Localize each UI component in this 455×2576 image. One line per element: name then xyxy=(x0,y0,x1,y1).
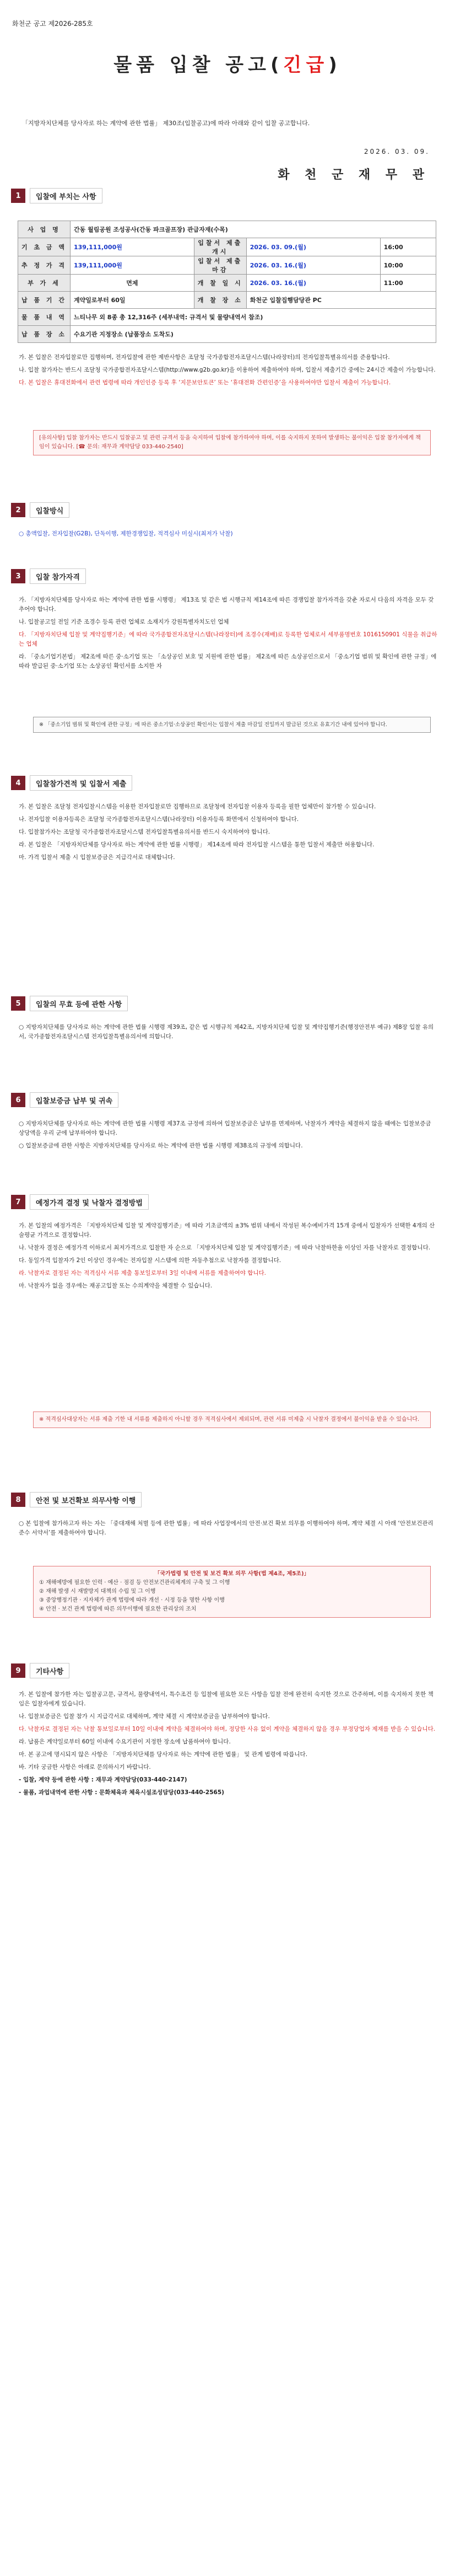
paragraph: 가. 본 입찰에 참가한 자는 입찰공고문, 규격서, 물량내역서, 특수조건 등 입찰에 필요한 모든 사항을 입찰 전에 완전히 숙지한 것으로 간주하며, 이를 숙지하지 못한 책임은 입찰자에게 있습니다. xyxy=(19,1691,434,1707)
table-cell: 느티나무 외 8종 총 12,316주 (세부내역: 규격서 및 물량내역서 참조) xyxy=(71,309,436,326)
title-urgent: 긴급 xyxy=(283,54,329,76)
section-1-header xyxy=(11,185,102,207)
section-title: 입찰방식 xyxy=(30,502,69,518)
table-header: 부 가 세 xyxy=(18,275,71,292)
section-number: 2 xyxy=(11,503,25,517)
paragraph: 라. 「중소기업기본법」 제2조에 따른 중·소기업 또는 「소상공인 보호 및 지원에 관한 법률」 제2조에 따른 소상공인으로서 「중소기업 범위 및 확인에 관한 규정」에 따라 발급된 중·소기업 또는 소상공인 확인서를 소지한 자 xyxy=(19,653,437,669)
table-header: 물 품 내 역 xyxy=(18,309,71,326)
section-7-header xyxy=(11,1191,149,1213)
issuing-org: 화 천 군 재 무 관 xyxy=(278,168,430,182)
table-cell: 2026. 03. 16.(월) xyxy=(246,275,380,292)
list-item: ② 재해 발생 시 재발방지 대책의 수립 및 그 이행 xyxy=(39,1588,156,1595)
table-header: 입찰서 제출 개시 xyxy=(194,238,246,256)
section-number: 3 xyxy=(11,569,25,583)
safety-obligation-box xyxy=(33,1566,431,1618)
paragraph: ○ 지방자치단체를 당사자로 하는 계약에 관한 법률 시행령 제39조, 같은 법 시행규칙 제42조, 지방자치단체 입찰 및 계약집행기준(행정안전부 예규) 제8장 입찰 유의서, 국가종합전자조달시스템 전자입찰특별유의서에 의합니다. xyxy=(19,1024,434,1040)
section-3-body xyxy=(19,595,437,674)
paragraph: ○ 입찰보증금에 관한 사항은 지방자치단체를 당사자로 하는 계약에 관한 법률 시행령 제38조의 규정에 의합니다. xyxy=(19,1142,303,1149)
section-9-body xyxy=(19,1690,437,1801)
bid-info-table xyxy=(18,221,436,343)
table-header: 입찰서 제출 마감 xyxy=(194,256,246,275)
paragraph: ○ 지방자치단체를 당사자로 하는 계약에 관한 법률 시행령 제37조 규정에 의하여 입찰보증금은 납부를 면제하며, 낙찰자가 계약을 체결하지 않을 때에는 입찰보증금 상당액을 우리 군에 납부하여야 합니다. xyxy=(19,1120,431,1136)
paragraph: 나. 입찰공고일 전일 기준 조경수 등록 관련 업체로 소재지가 강원특별자치도인 업체 xyxy=(19,619,229,625)
section-5-header xyxy=(11,992,128,1015)
qualification-note: ※ 「중소기업 범위 및 확인에 관한 규정」에 따른 중소기업·소상공인 확인서는 입찰서 제출 마감일 전일까지 발급된 것으로 유효기간 내에 있어야 합니다. xyxy=(33,717,431,733)
section-number: 4 xyxy=(11,776,25,790)
paragraph: 마. 본 공고에 명시되지 않은 사항은 「지방자치단체를 당사자로 하는 계약에 관한 법률」 및 관계 법령에 따릅니다. xyxy=(19,1751,308,1758)
list-item: ① 재해예방에 필요한 인력 · 예산 · 점검 등 안전보건관리체계의 구축 및 그 이행 xyxy=(39,1580,230,1586)
section-number: 1 xyxy=(11,189,25,203)
paragraph: 마. 가격 입찰서 제출 시 입찰보증금은 지급각서로 대체합니다. xyxy=(19,854,175,861)
section-number: 5 xyxy=(11,996,25,1011)
section-3-header xyxy=(11,565,86,587)
section-title: 입찰에 부치는 사항 xyxy=(30,188,102,203)
paragraph: 나. 낙찰자 결정은 예정가격 이하로서 최저가격으로 입찰한 자 순으로 「지방자치단체 입찰 및 계약집행기준」에 따라 낙찰하한율 이상인 자를 낙찰자로 결정합니다. xyxy=(19,1244,431,1251)
section-4-header xyxy=(11,772,132,794)
table-header: 개 찰 장 소 xyxy=(194,292,246,309)
table-cell: 2026. 03. 16.(월) xyxy=(246,256,380,275)
paragraph: 가. 본 입찰은 전자입찰로만 집행하며, 전자입찰에 관한 제반사항은 조달청 국가종합전자조달시스템(나라장터)의 전자입찰특별유의서를 준용합니다. xyxy=(19,354,390,361)
contact-item: - 입찰, 계약 등에 관한 사항 : 재무과 계약담당(033-440-2147) xyxy=(19,1777,187,1783)
paragraph: 가. 본 입찰의 예정가격은 「지방자치단체 입찰 및 계약집행기준」에 따라 기초금액의 ±3% 범위 내에서 작성된 복수예비가격 15개 중에서 입찰자가 선택한 4개의 산술평균 가격으로 결정합니다. xyxy=(19,1222,435,1238)
section-7-body xyxy=(19,1221,437,1294)
list-item: ③ 중앙행정기관 · 지자체가 관계 법령에 따라 개선 · 시정 등을 명한 사항 이행 xyxy=(39,1597,225,1603)
table-header: 기 초 금 액 xyxy=(18,238,71,256)
notice-date: 2026. 03. 09. xyxy=(364,148,430,155)
table-cell: 10:00 xyxy=(380,256,436,275)
table-cell: 수요기관 지정장소 (납품장소 도착도) xyxy=(71,326,436,343)
paragraph: 다. 본 입찰은 휴대전화에서 관련 법령에 따라 개인인증 등록 후 ‘지문보안토큰’ 또는 ‘휴대전화 간편인증’을 사용하여야만 입찰서 제출이 가능합니다. xyxy=(19,379,391,386)
paragraph: 라. 납품은 계약일로부터 60일 이내에 수요기관이 지정한 장소에 납품하여야 합니다. xyxy=(19,1738,231,1745)
section-8-body: ○ 본 입찰에 참가하고자 하는 자는 「중대재해 처벌 등에 관한 법률」에 따라 사업장에서의 안전·보건 확보 의무를 이행하여야 하며, 계약 체결 시 아래 ‘안전보건관리 준수 서약서’를 제출하여야 합니다. xyxy=(19,1520,434,1536)
section-1-body xyxy=(19,353,437,391)
table-header: 납 품 장 소 xyxy=(18,326,71,343)
section-2-body: ○ 총액입찰, 전자입찰(G2B), 단독이행, 제한경쟁입찰, 적격심사 미실시(최저가 낙찰) xyxy=(19,530,233,537)
notice-number: 화천군 공고 제2026-285호 xyxy=(12,20,93,28)
paragraph: 라. 본 입찰은 「지방자치단체를 당사자로 하는 계약에 관한 법률 시행령」 제14조에 따라 전자입찰 시스템을 통한 입찰서 제출만 허용합니다. xyxy=(19,841,375,848)
paragraph: 나. 입찰보증금은 입찰 참가 시 지급각서로 대체하며, 계약 체결 시 계약보증금을 납부하여야 합니다. xyxy=(19,1713,270,1720)
section-4-body xyxy=(19,802,437,866)
section-title: 입찰보증금 납부 및 귀속 xyxy=(30,1092,118,1108)
table-cell: 면제 xyxy=(71,275,194,292)
paragraph: 다. 입찰참가자는 조달청 국가종합전자조달시스템 전자입찰특별유의서를 반드시 숙지하여야 합니다. xyxy=(19,829,270,835)
table-cell: 11:00 xyxy=(380,275,436,292)
section-5-body xyxy=(19,1023,437,1045)
section-2-header xyxy=(11,499,69,521)
title-main: 물품 입찰 공고 xyxy=(113,54,270,76)
table-header: 사 업 명 xyxy=(18,221,71,238)
table-cell: 간동 월림공원 조성공사(간동 파크골프장) 관급자재(수목) xyxy=(71,221,436,238)
section-title: 안전 및 보건확보 의무사항 이행 xyxy=(30,1492,142,1507)
paragraph: 가. 「지방자치단체를 당사자로 하는 계약에 관한 법률 시행령」 제13조 및 같은 법 시행규칙 제14조에 따른 경쟁입찰 참가자격을 갖춘 자로서 다음의 자격을 모두 갖추어야 합니다. xyxy=(19,597,434,613)
table-cell: 16:00 xyxy=(380,238,436,256)
table-cell: 139,111,000원 xyxy=(71,238,194,256)
paragraph: 나. 입찰 참가자는 반드시 조달청 국가종합전자조달시스템(http://www.g2b.go.kr)을 이용하여 제출하여야 하며, 입찰서 제출기간 중에는 24시간 제출이 가능합니다. xyxy=(19,367,436,373)
safety-box-title: 「국가법령 및 안전 및 보건 확보 의무 사항(법 제4조, 제5조)」 xyxy=(154,1571,310,1577)
paragraph: 다. 「지방자치단체 입찰 및 계약집행기준」에 따라 국가종합전자조달시스템(나라장터)에 조경수(재배)로 등록한 업체로서 세부품명번호 1016150901 식물을 취급하는 업체 xyxy=(19,631,437,647)
table-cell: 2026. 03. 09.(월) xyxy=(246,238,380,256)
table-cell: 139,111,000원 xyxy=(71,256,194,275)
section-number: 6 xyxy=(11,1093,25,1107)
paragraph: 마. 낙찰자가 없을 경우에는 재공고입찰 또는 수의계약을 체결할 수 있습니다. xyxy=(19,1282,213,1289)
table-cell: 화천군 입찰집행담당관 PC xyxy=(246,292,436,309)
caution-box: [유의사항] 입찰 참가자는 반드시 입찰공고 및 관련 규격서 등을 숙지하여 입찰에 참가하여야 하며, 이를 숙지하지 못하여 발생하는 불이익은 입찰 참가자에게 책임이 있습니다. [☎ 문의: 재무과 계약담당 033-440-2540] xyxy=(33,430,431,455)
paragraph: 다. 동일가격 입찰자가 2인 이상인 경우에는 전자입찰 시스템에 의한 자동추첨으로 낙찰자를 결정합니다. xyxy=(19,1257,281,1264)
table-header: 추 정 가 격 xyxy=(18,256,71,275)
table-cell: 계약일로부터 60일 xyxy=(71,292,194,309)
paragraph: 라. 낙찰자로 결정된 자는 적격심사 서류 제출 통보일로부터 3일 이내에 서류를 제출하여야 합니다. xyxy=(19,1270,266,1276)
section-6-header xyxy=(11,1089,118,1111)
section-number: 7 xyxy=(11,1195,25,1209)
page-title: 물품 입찰 공고(긴급) xyxy=(113,54,342,76)
table-header: 납 품 기 간 xyxy=(18,292,71,309)
contact-item: - 물품, 과업내역에 관한 사항 : 문화체육과 체육시설조성담당(033-440-2565) xyxy=(19,1789,224,1796)
section-9-header xyxy=(11,1660,69,1682)
evaluation-note: ※ 적격심사대상자는 서류 제출 기한 내 서류를 제출하지 아니할 경우 적격심사에서 제외되며, 관련 서류 미제출 시 낙찰자 결정에서 불이익을 받을 수 있습니다. xyxy=(33,1412,431,1428)
paragraph: 나. 전자입찰 이용자등록은 조달청 국가종합전자조달시스템(나라장터) 이용자등록 화면에서 신청하여야 합니다. xyxy=(19,816,299,823)
section-number: 9 xyxy=(11,1663,25,1678)
section-6-body xyxy=(19,1119,437,1154)
section-8-header xyxy=(11,1489,142,1511)
section-title: 입찰의 무효 등에 관한 사항 xyxy=(30,996,128,1011)
section-number: 8 xyxy=(11,1493,25,1507)
lead-text: 「지방자치단체를 당사자로 하는 계약에 관한 법률」 제30조(입찰공고)에 따라 아래와 같이 입찰 공고합니다. xyxy=(22,120,310,127)
section-title: 기타사항 xyxy=(30,1663,69,1678)
paragraph: 바. 기타 궁금한 사항은 아래로 문의하시기 바랍니다. xyxy=(19,1764,151,1770)
paragraph: 가. 본 입찰은 조달청 전자입찰시스템을 이용한 전자입찰로만 집행하므로 조달청에 전자입찰 이용자 등록을 필한 업체만이 참가할 수 있습니다. xyxy=(19,803,376,810)
section-title: 예정가격 결정 및 낙찰자 결정방법 xyxy=(30,1194,149,1210)
list-item: ④ 안전 · 보건 관계 법령에 따른 의무이행에 필요한 관리상의 조치 xyxy=(39,1606,197,1612)
paragraph: 다. 낙찰자로 결정된 자는 낙찰 통보일로부터 10일 이내에 계약을 체결하여야 하며, 정당한 사유 없이 계약을 체결하지 않을 경우 부정당업자 제재를 받을 수 있습니다. xyxy=(19,1726,436,1732)
table-header: 개 찰 일 시 xyxy=(194,275,246,292)
section-title: 입찰참가견적 및 입찰서 제출 xyxy=(30,775,132,791)
section-title: 입찰 참가자격 xyxy=(30,568,86,584)
